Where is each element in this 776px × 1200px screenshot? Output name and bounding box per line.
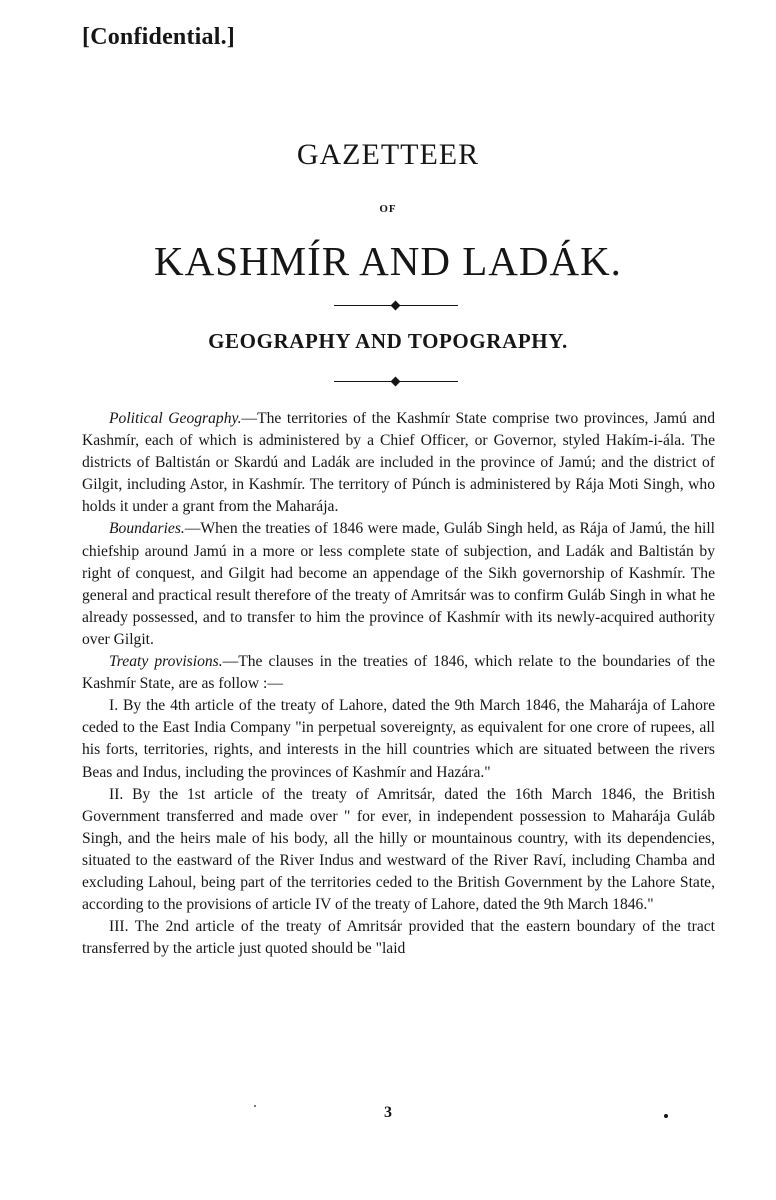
paragraph-text: III. The 2nd article of the treaty of Amritsár provided that the eastern boundary of the tract transferred by the article just quoted should be "laid [82, 918, 715, 958]
paragraph-text: I. By the 4th article of the treaty of Lahore, dated the 9th March 1846, the Maharája of Lahore ceded to the East India Company "in perpetual sovereignty, as equivalent for one crore of rupees, all his forts, territories, rights, and interests in the hill countries which are situated between the rivers Beas and Indus, including the provinces of Kashmír and Hazára." [82, 697, 715, 781]
document-title: GAZETTEER [296, 138, 480, 171]
body-text [82, 408, 715, 960]
paragraph-lead: Treaty provisions. [109, 653, 223, 671]
paragraph-lead: Political Geography. [109, 410, 242, 427]
paragraph-article-ii [82, 784, 715, 917]
paragraph-treaty-provisions [82, 651, 715, 695]
paragraph-text: —The clauses in the treaties of 1846, which relate to the boundaries of the Kashmír State, are as follow :— [82, 653, 715, 693]
paragraph-text: —The territories of the Kashmír State comprise two provinces, Jamú and Kashmír, each of which is administered by a Chief Officer, or Governor, styled Hakím-i-ála. The districts of Baltistán or Skardú and Ladák are included in the province of Jamú; and the district of Gilgit, including Astor, in Kashmír. The territory of Púnch is administered by Rája Moti Singh, who holds it under a grant from the Maharája. [82, 410, 715, 516]
ornamental-rule [334, 376, 458, 388]
section-heading: GEOGRAPHY AND TOPOGRAPHY. [208, 329, 568, 353]
paragraph-political-geography [82, 408, 715, 518]
confidential-label: [Confidential.] [82, 24, 235, 50]
paragraph-lead: Boundaries. [109, 520, 185, 538]
paragraph-article-i [82, 695, 715, 783]
paragraph-boundaries [82, 518, 715, 651]
document-subject-title: KASHMÍR AND LADÁK. [154, 238, 622, 284]
ink-mark [664, 1114, 668, 1118]
paragraph-text: —When the treaties of 1846 were made, Guláb Singh held, as Rája of Jamú, the hill chiefship around Jamú in a more or less complete state of subjection, and Ladák and Baltistán by right of conquest, and Gilgit had become an appendage of the Sikh governorship of Kashmír. The general and practical result therefore of the treaty of Amritsár was to confirm Guláb Singh in what he already possessed, and to transfer to him the province of Kashmír with its newly-acquired authority over Gilgit. [82, 520, 715, 648]
diamond-ornament-icon [391, 377, 401, 387]
paragraph-article-iii [82, 916, 715, 960]
title-connector: OF [379, 203, 397, 215]
paragraph-text: II. By the 1st article of the treaty of Amritsár, dated the 16th March 1846, the British Government transferred and made over " for ever, in independent possession to Maharája Guláb Singh, and the heirs male of his body, all the hilly or mountainous country, with its dependencies, situated to the eastward of the River Indus and westward of the River Raví, including Chamba and excluding Lahoul, being part of the territories ceded to the British Government by the Lahore State, according to the provisions of article IV of the treaty of Lahore, dated the 9th March 1846." [82, 785, 715, 914]
page-number: 3 [384, 1104, 392, 1121]
ornamental-rule [334, 300, 458, 312]
diamond-ornament-icon [391, 301, 401, 311]
